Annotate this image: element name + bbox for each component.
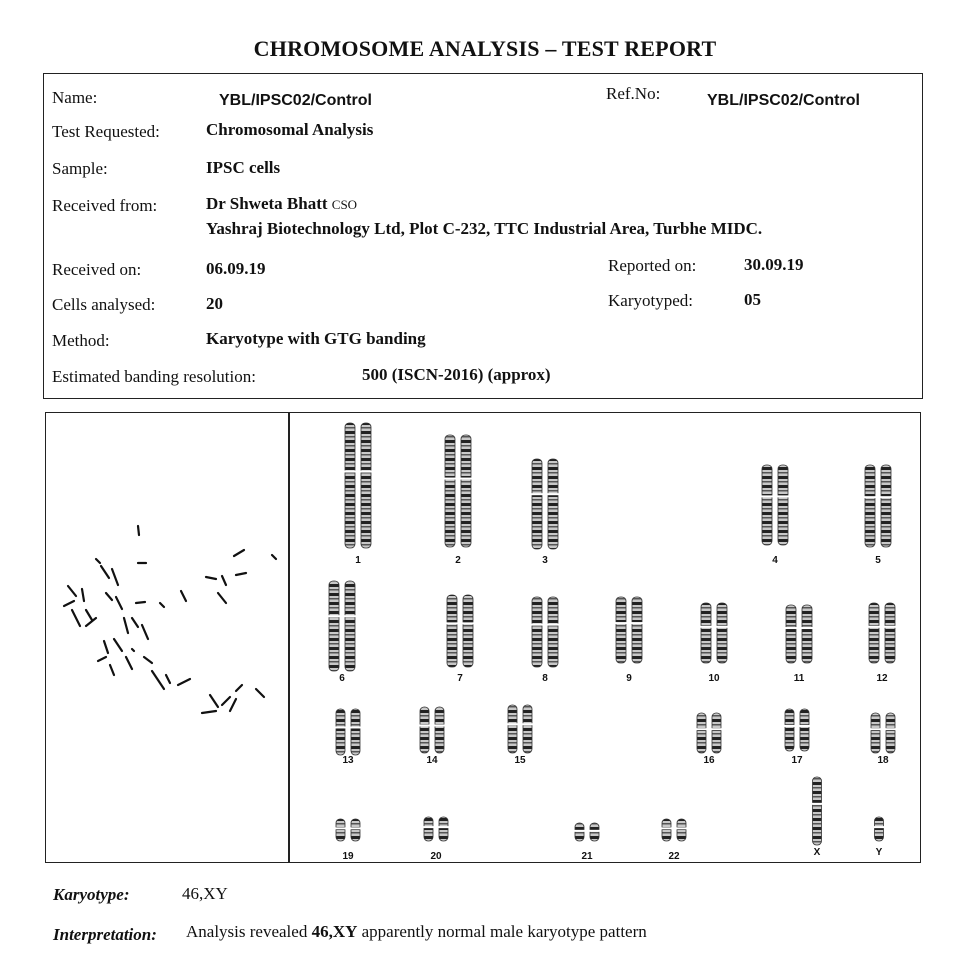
received-on-label: Received on: [52, 260, 142, 279]
karyotype-value: 46,XY [182, 884, 228, 903]
centromere-1-b [361, 471, 372, 473]
centromere-14-b [435, 724, 445, 726]
chromosome-15-b [523, 705, 532, 753]
chromosome-22-b [677, 819, 686, 841]
chromosome-label-11: 11 [793, 673, 805, 684]
chromosome-1-b [361, 423, 371, 548]
chromosome-label-12: 12 [876, 673, 888, 684]
reported-on-value: 30.09.19 [744, 255, 804, 274]
centromere-4-a [762, 495, 773, 497]
chromosome-label-13: 13 [342, 755, 354, 766]
report-title: CHROMOSOME ANALYSIS – TEST REPORT [253, 36, 717, 61]
karyotype-image-panel [45, 412, 921, 863]
chromosome-label-7: 7 [457, 673, 463, 684]
karyogram-image [290, 413, 920, 862]
chromosome-17-b [800, 709, 809, 751]
centromere-1-a [345, 471, 356, 473]
sample-label: Sample: [52, 159, 108, 178]
chromosome-21-a [575, 823, 584, 841]
chromosome-4-a [762, 465, 772, 545]
centromere-6-b [345, 615, 356, 617]
interpretation-text: Analysis revealed 46,XY apparently normal male karyotype pattern [186, 922, 647, 941]
centromere-15-b [523, 723, 533, 725]
chromosome-18-b [886, 713, 895, 753]
received-from-label: Received from: [52, 196, 158, 215]
chromosome-3-b [548, 459, 558, 549]
centromere-8-a [532, 624, 543, 626]
chromosome-22-a [662, 819, 671, 841]
chromosome-5-b [881, 465, 891, 547]
chromosome-14-a [420, 707, 429, 753]
reported-on-label: Reported on: [608, 256, 697, 275]
chromosome-13-a [336, 709, 345, 755]
chromosome-X [813, 777, 822, 845]
centromere-3-b [548, 493, 559, 495]
chromosome-14-b [435, 707, 444, 753]
centromere-22-a [662, 827, 672, 829]
chromosome-label-X: X [813, 847, 821, 858]
centromere-19-b [351, 827, 361, 829]
centromere-18-a [871, 728, 881, 730]
chromosome-label-19: 19 [342, 851, 354, 862]
centromere-17-b [800, 725, 810, 727]
chromosome-13-b [351, 709, 360, 755]
chromosome-label-9: 9 [626, 673, 632, 684]
chromosome-9-a [616, 597, 626, 663]
test-requested-value: Chromosomal Analysis [206, 120, 374, 139]
chromosome-label-14: 14 [426, 755, 438, 766]
method-value: Karyotype with GTG banding [206, 329, 426, 348]
chromosome-label-4: 4 [772, 555, 778, 566]
karyotyped-label: Karyotyped: [608, 291, 693, 310]
received-on-value: 06.09.19 [206, 259, 266, 278]
centromere-2-b [461, 478, 472, 480]
chromosome-16-a [697, 713, 706, 753]
chromosome-label-3: 3 [542, 555, 548, 566]
centromere-20-b [439, 826, 449, 828]
chromosome-label-15: 15 [514, 755, 526, 766]
centromere-9-b [632, 622, 643, 624]
karyotyped-value: 05 [744, 290, 761, 309]
interpretation-karyotype: 46,XY [311, 922, 358, 941]
chromosome-10-a [701, 603, 711, 663]
method-label: Method: [52, 331, 110, 350]
chromosome-label-17: 17 [791, 755, 803, 766]
chromosome-20-b [439, 817, 448, 841]
name-value: YBL/IPSC02/Control [219, 92, 372, 109]
chromosome-label-16: 16 [703, 755, 715, 766]
centromere-19-a [336, 827, 346, 829]
chromosome-15-a [508, 705, 517, 753]
chromosome-8-b [548, 597, 558, 667]
patient-info-box [43, 73, 923, 399]
chromosome-17-a [785, 709, 794, 751]
chromosome-19-a [336, 819, 345, 841]
centromere-14-a [420, 724, 430, 726]
refno-label: Ref.No: [606, 84, 661, 103]
refno-value: YBL/IPSC02/Control [707, 92, 860, 109]
received-from-title: CSO [331, 197, 358, 212]
chromosome-10-b [717, 603, 727, 663]
centromere-4-b [778, 495, 789, 497]
interpretation-label: Interpretation: [53, 925, 157, 944]
centromere-2-a [445, 478, 456, 480]
karyotype-label: Karyotype: [53, 885, 130, 904]
chromosome-7-b [463, 595, 473, 667]
centromere-11-b [802, 627, 813, 629]
chromosome-6-b [345, 581, 355, 671]
centromere-6-a [329, 615, 340, 617]
centromere-13-a [336, 726, 346, 728]
centromere-5-b [881, 496, 892, 498]
centromere-5-a [865, 496, 876, 498]
resolution-value: 500 (ISCN-2016) (approx) [362, 365, 551, 384]
centromere-21-a [575, 830, 585, 832]
chromosome-label-20: 20 [430, 851, 442, 862]
chromosome-2-a [445, 435, 455, 547]
chromosome-8-a [532, 597, 542, 667]
chromosome-2-b [461, 435, 471, 547]
centromere-21-b [590, 830, 600, 832]
chromosome-11-a [786, 605, 796, 663]
centromere-18-b [886, 728, 896, 730]
centromere-Y [874, 826, 884, 828]
centromere-17-a [785, 725, 795, 727]
chromosome-18-a [871, 713, 880, 753]
chromosome-label-1: 1 [355, 555, 361, 566]
centromere-7-b [463, 622, 474, 624]
chromosome-12-a [869, 603, 879, 663]
chromosome-5-a [865, 465, 875, 547]
centromere-8-b [548, 624, 559, 626]
chromosome-21-b [590, 823, 599, 841]
chromosome-1-a [345, 423, 355, 548]
chromosome-label-Y: Y [875, 847, 883, 858]
chromosome-11-b [802, 605, 812, 663]
name-label: Name: [52, 88, 98, 107]
resolution-label: Estimated banding resolution: [52, 367, 256, 386]
centromere-12-a [869, 626, 880, 628]
chromosome-label-6: 6 [339, 673, 345, 684]
centromere-10-b [717, 626, 728, 628]
centromere-13-b [351, 726, 361, 728]
chromosome-label-8: 8 [542, 673, 548, 684]
cells-analysed-value: 20 [206, 294, 223, 313]
chromosome-7-a [447, 595, 457, 667]
chromosome-label-18: 18 [877, 755, 889, 766]
chromosome-Y [875, 817, 884, 841]
sample-value: IPSC cells [206, 158, 281, 177]
centromere-12-b [885, 626, 896, 628]
chromosome-9-b [632, 597, 642, 663]
centromere-7-a [447, 622, 458, 624]
chromosome-label-22: 22 [668, 851, 680, 862]
chromosome-16-b [712, 713, 721, 753]
centromere-16-b [712, 728, 722, 730]
centromere-3-a [532, 493, 543, 495]
chromosome-19-b [351, 819, 360, 841]
centromere-22-b [677, 827, 687, 829]
chromosome-4-b [778, 465, 788, 545]
centromere-11-a [786, 627, 797, 629]
centromere-16-a [697, 728, 707, 730]
chromosome-12-b [885, 603, 895, 663]
cells-analysed-label: Cells analysed: [52, 295, 156, 314]
centromere-X [812, 803, 822, 805]
chromosome-3-a [532, 459, 542, 549]
metaphase-spread-image [46, 413, 288, 862]
chromosome-label-2: 2 [455, 555, 461, 566]
chromosome-label-10: 10 [708, 673, 720, 684]
received-from-name: Dr Shweta Bhatt CSO [206, 194, 358, 213]
centromere-15-a [508, 723, 518, 725]
chromosome-6-a [329, 581, 339, 671]
chromosome-label-21: 21 [581, 851, 593, 862]
centromere-9-a [616, 622, 627, 624]
centromere-10-a [701, 626, 712, 628]
test-requested-label: Test Requested: [52, 122, 160, 141]
chromosome-20-a [424, 817, 433, 841]
chromosome-label-5: 5 [875, 555, 881, 566]
centromere-20-a [424, 826, 434, 828]
received-from-address: Yashraj Biotechnology Ltd, Plot C-232, TTC Industrial Area, Turbhe MIDC. [206, 219, 763, 238]
